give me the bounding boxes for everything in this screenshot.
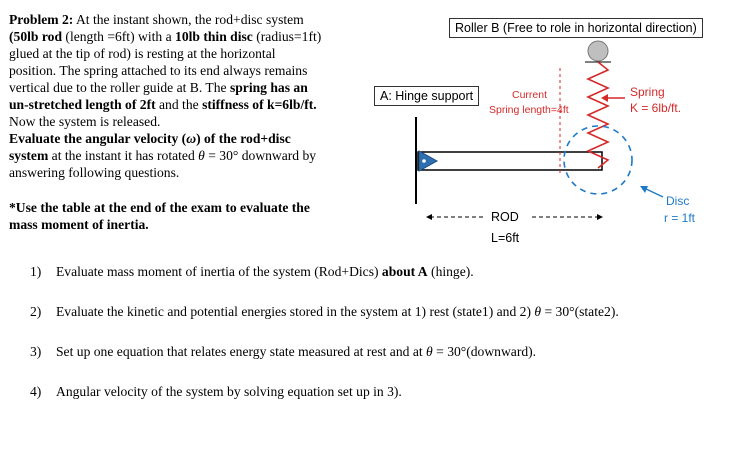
text-run: θ <box>426 344 433 359</box>
text-run: Evaluate the kinetic and potential energies stored in the system at 1) rest (state1) and 2) <box>56 304 535 319</box>
problem-line <box>9 130 359 147</box>
text-run: (50lb rod <box>9 29 63 44</box>
rod-dim-left-head <box>426 214 432 220</box>
question-item <box>30 264 474 280</box>
text-run: (hinge). <box>427 264 474 279</box>
text-run: about A <box>381 264 428 279</box>
text-run: (radius=1ft) <box>252 29 322 44</box>
problem-line <box>9 164 359 181</box>
problem-line <box>9 11 359 28</box>
text-run: At the instant shown, the rod+disc system <box>73 12 304 27</box>
disc-label: Disc <box>666 194 690 208</box>
text-run: ω <box>186 131 197 146</box>
text-run: (length =6ft) with a <box>62 29 176 44</box>
disc-radius-label: r = 1ft <box>664 211 696 225</box>
problem-statement <box>9 11 359 181</box>
text-run: θ <box>534 304 542 319</box>
roller-label: Roller B (Free to role in horizontal direction) <box>449 18 703 38</box>
question-number: 4) <box>30 384 42 399</box>
hinge-label: A: Hinge support <box>374 86 479 106</box>
question-number: 3) <box>30 344 42 359</box>
text-run: glued at the tip of rod) is resting at the horizontal <box>9 46 276 61</box>
hinge-pin <box>422 159 426 163</box>
text-run: at the instant it has rotated <box>48 148 199 163</box>
text-run: ) of the rod+disc <box>196 131 291 146</box>
text-run: stiffness of k=6lb/ft. <box>202 97 317 112</box>
problem-line <box>9 96 359 113</box>
text-run: and the <box>155 97 203 112</box>
spring-length-label: Spring length=4ft <box>489 104 569 116</box>
rod-label: ROD <box>491 210 519 224</box>
spring-label: Spring <box>630 85 665 99</box>
text-run: un-stretched length of 2ft <box>9 97 156 112</box>
text-run: Angular velocity of the system by solving equation set up in 3). <box>56 384 402 399</box>
question-number: 2) <box>30 304 42 319</box>
text-run: spring has an <box>229 80 308 95</box>
spring-arrow-head <box>601 94 608 102</box>
text-run: 10lb thin disc <box>175 29 253 44</box>
text-run: θ <box>198 148 205 163</box>
rod-shape <box>418 152 602 170</box>
problem-line <box>9 62 359 79</box>
text-run: = 30°(state2). <box>541 304 619 319</box>
current-label: Current <box>512 89 548 101</box>
text-run: = 30°(downward). <box>432 344 537 359</box>
spring-k-label: K = 6lb/ft. <box>630 101 682 115</box>
question-item <box>30 344 536 360</box>
text-run: answering following questions. <box>9 165 180 180</box>
text-run: position. The spring attached to its end always remains <box>9 63 308 78</box>
note-text <box>9 199 359 233</box>
question-number: 1) <box>30 264 42 279</box>
note-line-2: mass moment of inertia. <box>9 217 149 232</box>
rod-dim-right-head <box>597 214 603 220</box>
text-run: system <box>9 148 49 163</box>
problem-line <box>9 79 359 96</box>
text-run: Problem 2: <box>9 12 74 27</box>
mechanism-diagram <box>360 0 744 250</box>
problem-line <box>9 28 359 45</box>
text-run: vertical due to the roller guide at B. The <box>9 80 230 95</box>
text-run: Set up one equation that relates energy state measured at rest and at <box>56 344 427 359</box>
text-run: Evaluate the angular velocity ( <box>9 131 187 146</box>
disc-arrow-line <box>644 188 663 197</box>
note-line-1: *Use the table at the end of the exam to evaluate the <box>9 200 310 215</box>
text-run: Evaluate mass moment of inertia of the system (Rod+Dics) <box>56 264 382 279</box>
problem-line <box>9 147 359 164</box>
question-item <box>30 384 402 400</box>
question-item <box>30 304 619 320</box>
text-run: Now the system is released. <box>9 114 161 129</box>
roller-icon <box>588 41 608 61</box>
rod-length-label: L=6ft <box>491 231 520 245</box>
problem-line <box>9 45 359 62</box>
text-run: = 30° downward by <box>204 148 317 163</box>
problem-line <box>9 113 359 130</box>
